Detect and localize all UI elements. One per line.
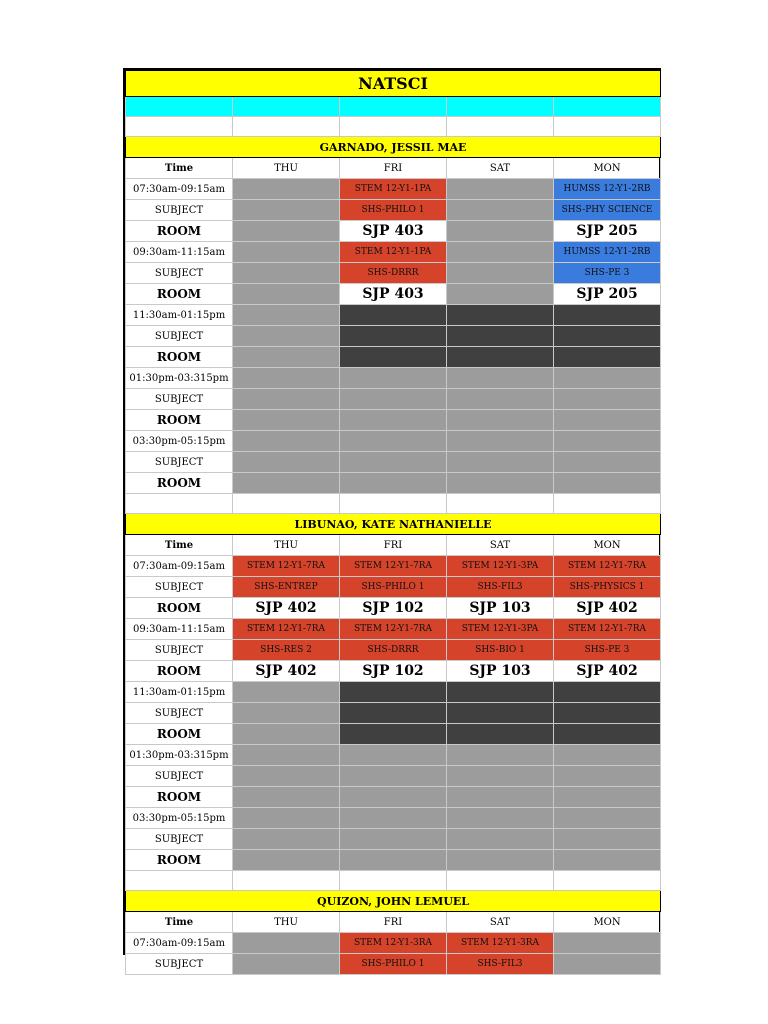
- empty-slot-cell: [233, 703, 340, 724]
- empty-slot-cell: [340, 473, 447, 494]
- class-section-cell: HUMSS 12-Y1-2RB: [554, 242, 661, 263]
- empty-slot-cell: [554, 473, 661, 494]
- time-slot-label: 09:30am-11:15am: [126, 242, 233, 263]
- room-cell: SJP 402: [554, 661, 661, 682]
- empty-slot-cell: [233, 954, 340, 975]
- lunch-block-cell: [447, 305, 554, 326]
- spacer-cell: [554, 871, 661, 891]
- subject-cell: SHS-PE 3: [554, 263, 661, 284]
- lunch-block-cell: [554, 724, 661, 745]
- sheet-title: NATSCI: [126, 71, 661, 97]
- empty-slot-cell: [233, 221, 340, 242]
- subject-cell: SHS-ENTREP: [233, 577, 340, 598]
- subject-cell: SHS-PHILO 1: [340, 577, 447, 598]
- empty-slot-cell: [340, 766, 447, 787]
- day-header-mon: MON: [554, 912, 661, 933]
- empty-slot-cell: [554, 933, 661, 954]
- lunch-block-cell: [340, 326, 447, 347]
- day-header-fri: FRI: [340, 158, 447, 179]
- day-header-fri: FRI: [340, 912, 447, 933]
- empty-slot-cell: [554, 787, 661, 808]
- empty-slot-cell: [447, 473, 554, 494]
- class-section-cell: STEM 12-Y1-7RA: [233, 619, 340, 640]
- lunch-block-cell: [554, 305, 661, 326]
- band-cell: [233, 97, 340, 117]
- empty-slot-cell: [233, 284, 340, 305]
- empty-slot-cell: [554, 954, 661, 975]
- room-cell: SJP 403: [340, 221, 447, 242]
- day-header-sat: SAT: [447, 912, 554, 933]
- time-slot-label: 07:30am-09:15am: [126, 556, 233, 577]
- spacer-row: [126, 871, 661, 891]
- subject-cell: SHS-FIL3: [447, 577, 554, 598]
- spacer-cell: [447, 871, 554, 891]
- empty-slot-cell: [233, 179, 340, 200]
- empty-slot-cell: [233, 473, 340, 494]
- empty-slot-cell: [447, 431, 554, 452]
- class-section-cell: STEM 12-Y1-7RA: [554, 619, 661, 640]
- day-header-mon: MON: [554, 158, 661, 179]
- subject-cell: SHS-FIL3: [447, 954, 554, 975]
- time-slot-label: 01:30pm-03:315pm: [126, 368, 233, 389]
- empty-slot-cell: [233, 347, 340, 368]
- class-section-cell: STEM 12-Y1-3RA: [447, 933, 554, 954]
- room-label: ROOM: [126, 787, 233, 808]
- band-cell: [126, 97, 233, 117]
- subject-cell: SHS-RES 2: [233, 640, 340, 661]
- subject-label: SUBJECT: [126, 640, 233, 661]
- subject-cell: SHS-DRRR: [340, 263, 447, 284]
- empty-slot-cell: [233, 410, 340, 431]
- time-header: Time: [126, 535, 233, 556]
- time-header: Time: [126, 912, 233, 933]
- spacer-row: [126, 494, 661, 514]
- schedule-sheet: [123, 68, 661, 970]
- subject-label: SUBJECT: [126, 954, 233, 975]
- spacer-cell: [340, 494, 447, 514]
- spacer-cell: [340, 871, 447, 891]
- empty-slot-cell: [233, 263, 340, 284]
- empty-slot-cell: [447, 745, 554, 766]
- lunch-block-cell: [554, 326, 661, 347]
- empty-slot-cell: [554, 745, 661, 766]
- spacer-row: [126, 117, 661, 137]
- empty-slot-cell: [233, 933, 340, 954]
- empty-slot-cell: [554, 389, 661, 410]
- spacer-cell: [126, 871, 233, 891]
- empty-slot-cell: [447, 368, 554, 389]
- empty-slot-cell: [233, 724, 340, 745]
- empty-slot-cell: [554, 368, 661, 389]
- empty-slot-cell: [233, 431, 340, 452]
- lunch-block-cell: [447, 724, 554, 745]
- empty-slot-cell: [233, 682, 340, 703]
- class-section-cell: STEM 12-Y1-7RA: [554, 556, 661, 577]
- room-label: ROOM: [126, 410, 233, 431]
- lunch-block-cell: [340, 347, 447, 368]
- room-label: ROOM: [126, 284, 233, 305]
- time-slot-label: 07:30am-09:15am: [126, 179, 233, 200]
- subject-label: SUBJECT: [126, 577, 233, 598]
- lunch-block-cell: [554, 703, 661, 724]
- room-label: ROOM: [126, 661, 233, 682]
- empty-slot-cell: [233, 745, 340, 766]
- band-cell: [554, 97, 661, 117]
- teacher-name: GARNADO, JESSIL MAE: [126, 137, 661, 158]
- class-section-cell: STEM 12-Y1-3PA: [447, 556, 554, 577]
- subject-label: SUBJECT: [126, 326, 233, 347]
- day-header-thu: THU: [233, 535, 340, 556]
- lunch-block-cell: [340, 724, 447, 745]
- class-section-cell: STEM 12-Y1-7RA: [233, 556, 340, 577]
- spacer-cell: [554, 494, 661, 514]
- subject-cell: SHS-PHY SCIENCE: [554, 200, 661, 221]
- room-label: ROOM: [126, 724, 233, 745]
- subject-cell: SHS-BIO 1: [447, 640, 554, 661]
- empty-slot-cell: [554, 431, 661, 452]
- day-header-thu: THU: [233, 912, 340, 933]
- empty-slot-cell: [340, 431, 447, 452]
- lunch-block-cell: [340, 682, 447, 703]
- empty-slot-cell: [340, 389, 447, 410]
- time-header: Time: [126, 158, 233, 179]
- empty-slot-cell: [447, 200, 554, 221]
- room-cell: SJP 402: [233, 661, 340, 682]
- empty-slot-cell: [447, 410, 554, 431]
- empty-slot-cell: [447, 221, 554, 242]
- empty-slot-cell: [554, 766, 661, 787]
- subject-label: SUBJECT: [126, 452, 233, 473]
- subject-label: SUBJECT: [126, 766, 233, 787]
- subject-label: SUBJECT: [126, 200, 233, 221]
- day-header-fri: FRI: [340, 535, 447, 556]
- empty-slot-cell: [554, 808, 661, 829]
- empty-slot-cell: [233, 242, 340, 263]
- subject-label: SUBJECT: [126, 703, 233, 724]
- room-cell: SJP 102: [340, 598, 447, 619]
- cyan-band: [126, 97, 661, 117]
- empty-slot-cell: [447, 850, 554, 871]
- lunch-block-cell: [340, 703, 447, 724]
- subject-cell: SHS-PHYSICS 1: [554, 577, 661, 598]
- empty-slot-cell: [233, 452, 340, 473]
- class-section-cell: STEM 12-Y1-7RA: [340, 556, 447, 577]
- empty-slot-cell: [447, 242, 554, 263]
- empty-slot-cell: [447, 452, 554, 473]
- class-section-cell: STEM 12-Y1-3PA: [447, 619, 554, 640]
- lunch-block-cell: [447, 682, 554, 703]
- empty-slot-cell: [447, 766, 554, 787]
- empty-slot-cell: [233, 200, 340, 221]
- subject-label: SUBJECT: [126, 389, 233, 410]
- lunch-block-cell: [554, 682, 661, 703]
- lunch-block-cell: [447, 703, 554, 724]
- room-cell: SJP 403: [340, 284, 447, 305]
- empty-slot-cell: [233, 326, 340, 347]
- band-cell: [340, 97, 447, 117]
- subject-cell: SHS-PHILO 1: [340, 200, 447, 221]
- time-slot-label: 09:30am-11:15am: [126, 619, 233, 640]
- class-section-cell: STEM 12-Y1-1PA: [340, 179, 447, 200]
- teacher-name: QUIZON, JOHN LEMUEL: [126, 891, 661, 912]
- lunch-block-cell: [340, 305, 447, 326]
- room-cell: SJP 103: [447, 661, 554, 682]
- room-cell: SJP 205: [554, 221, 661, 242]
- empty-slot-cell: [340, 850, 447, 871]
- room-label: ROOM: [126, 347, 233, 368]
- class-section-cell: HUMSS 12-Y1-2RB: [554, 179, 661, 200]
- empty-slot-cell: [447, 829, 554, 850]
- schedule-table: [125, 70, 661, 975]
- empty-slot-cell: [447, 787, 554, 808]
- class-section-cell: STEM 12-Y1-3RA: [340, 933, 447, 954]
- empty-slot-cell: [233, 389, 340, 410]
- time-slot-label: 01:30pm-03:315pm: [126, 745, 233, 766]
- spacer-cell: [126, 494, 233, 514]
- empty-slot-cell: [233, 766, 340, 787]
- time-slot-label: 03:30pm-05:15pm: [126, 431, 233, 452]
- room-label: ROOM: [126, 473, 233, 494]
- empty-slot-cell: [233, 368, 340, 389]
- room-cell: SJP 102: [340, 661, 447, 682]
- empty-slot-cell: [554, 410, 661, 431]
- spacer-cell: [233, 494, 340, 514]
- class-section-cell: STEM 12-Y1-1PA: [340, 242, 447, 263]
- empty-slot-cell: [340, 410, 447, 431]
- empty-slot-cell: [340, 745, 447, 766]
- empty-slot-cell: [340, 808, 447, 829]
- empty-slot-cell: [447, 263, 554, 284]
- empty-slot-cell: [340, 787, 447, 808]
- room-label: ROOM: [126, 221, 233, 242]
- day-header-mon: MON: [554, 535, 661, 556]
- empty-slot-cell: [340, 368, 447, 389]
- lunch-block-cell: [554, 347, 661, 368]
- class-section-cell: STEM 12-Y1-7RA: [340, 619, 447, 640]
- time-slot-label: 11:30am-01:15pm: [126, 682, 233, 703]
- empty-slot-cell: [233, 305, 340, 326]
- subject-cell: SHS-DRRR: [340, 640, 447, 661]
- subject-cell: SHS-PE 3: [554, 640, 661, 661]
- empty-slot-cell: [340, 829, 447, 850]
- empty-slot-cell: [447, 389, 554, 410]
- time-slot-label: 03:30pm-05:15pm: [126, 808, 233, 829]
- empty-slot-cell: [233, 850, 340, 871]
- empty-slot-cell: [447, 808, 554, 829]
- lunch-block-cell: [447, 326, 554, 347]
- subject-label: SUBJECT: [126, 829, 233, 850]
- empty-slot-cell: [340, 452, 447, 473]
- empty-slot-cell: [447, 284, 554, 305]
- room-cell: SJP 402: [554, 598, 661, 619]
- empty-slot-cell: [233, 829, 340, 850]
- empty-slot-cell: [554, 452, 661, 473]
- day-header-thu: THU: [233, 158, 340, 179]
- time-slot-label: 11:30am-01:15pm: [126, 305, 233, 326]
- teacher-name: LIBUNAO, KATE NATHANIELLE: [126, 514, 661, 535]
- room-cell: SJP 103: [447, 598, 554, 619]
- day-header-sat: SAT: [447, 535, 554, 556]
- room-cell: SJP 402: [233, 598, 340, 619]
- empty-slot-cell: [554, 829, 661, 850]
- room-label: ROOM: [126, 850, 233, 871]
- room-cell: SJP 205: [554, 284, 661, 305]
- day-header-sat: SAT: [447, 158, 554, 179]
- room-label: ROOM: [126, 598, 233, 619]
- lunch-block-cell: [447, 347, 554, 368]
- subject-cell: SHS-PHILO 1: [340, 954, 447, 975]
- spacer-cell: [447, 494, 554, 514]
- time-slot-label: 07:30am-09:15am: [126, 933, 233, 954]
- band-cell: [447, 97, 554, 117]
- empty-slot-cell: [554, 850, 661, 871]
- empty-slot-cell: [233, 808, 340, 829]
- empty-slot-cell: [447, 179, 554, 200]
- spacer-cell: [233, 871, 340, 891]
- subject-label: SUBJECT: [126, 263, 233, 284]
- empty-slot-cell: [233, 787, 340, 808]
